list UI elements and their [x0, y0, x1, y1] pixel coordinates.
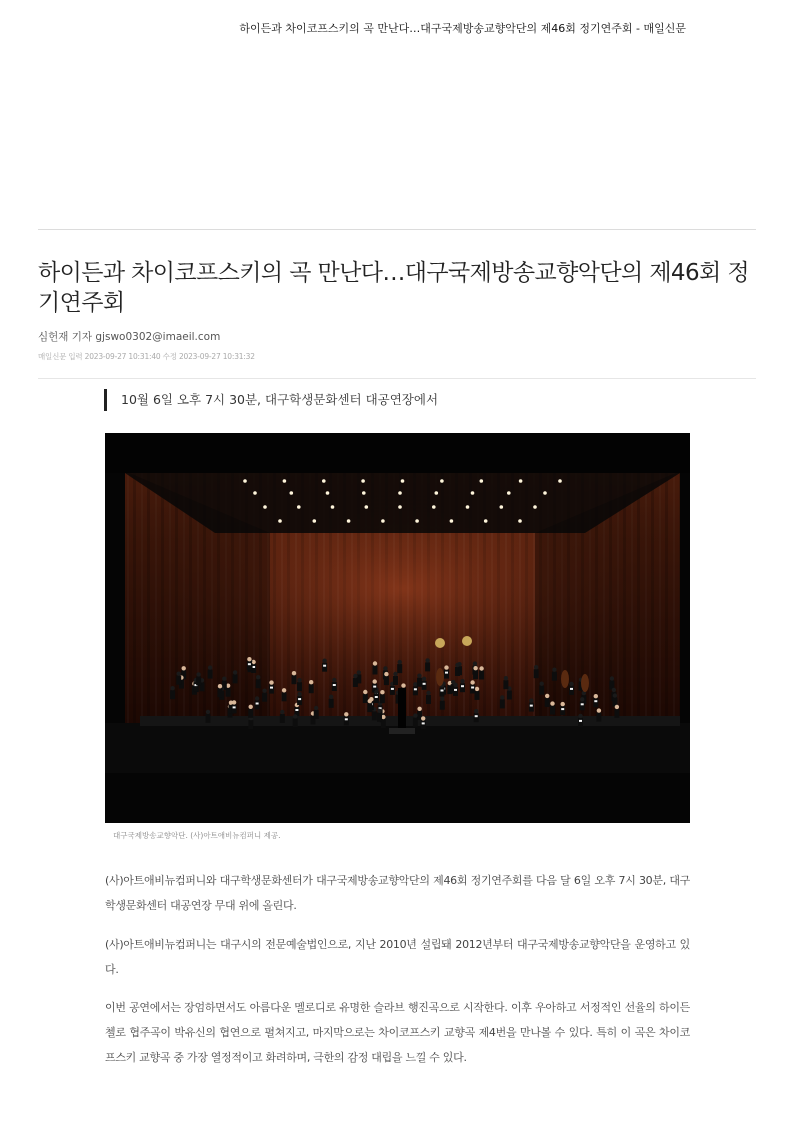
stage-light: [484, 519, 488, 523]
musician-silhouette: [380, 690, 385, 703]
stage-light: [507, 491, 511, 495]
musician-silhouette: [384, 672, 389, 685]
musician-silhouette: [363, 690, 368, 703]
stage-light: [450, 519, 454, 523]
musician-silhouette: [255, 696, 260, 709]
musician-silhouette: [470, 680, 475, 693]
musician-silhouette: [550, 701, 555, 714]
musician-silhouette: [560, 702, 565, 715]
musician-silhouette: [282, 688, 287, 701]
musician-silhouette: [297, 678, 302, 691]
stage-light: [290, 491, 294, 495]
stage-light: [518, 519, 522, 523]
musician-silhouette: [609, 676, 614, 689]
musician-silhouette: [393, 672, 398, 685]
musician-silhouette: [233, 670, 238, 683]
stage-light: [398, 505, 402, 509]
musician-silhouette: [596, 708, 601, 721]
stage-light: [500, 505, 504, 509]
stage-light: [432, 505, 436, 509]
musician-silhouette: [332, 678, 337, 691]
article-paragraph: (사)아트애비뉴컴퍼니는 대구시의 전문예술법인으로, 지난 2010년 설립돼 2012년부터 대구국제방송교향악단을 운영하고 있다.: [105, 938, 690, 976]
musician-silhouette: [208, 665, 213, 678]
musician-silhouette: [578, 714, 583, 727]
musician-silhouette: [453, 683, 458, 696]
musician-silhouette: [377, 709, 382, 722]
musician-silhouette: [417, 674, 422, 687]
musician-silhouette: [444, 665, 449, 678]
musician-silhouette: [314, 706, 319, 719]
musician-silhouette: [329, 695, 334, 708]
stage-light: [347, 519, 351, 523]
stage-light: [253, 491, 257, 495]
browser-page-header: 하이든과 차이코프스키의 곡 만난다…대구국제방송교향악단의 제46회 정기연주회 - 매일신문: [239, 22, 686, 35]
stage-light: [381, 519, 385, 523]
stage-light: [326, 491, 330, 495]
stage-light: [297, 505, 301, 509]
musician-silhouette: [455, 663, 460, 676]
stage-light: [435, 491, 439, 495]
stage-light: [398, 491, 402, 495]
stage-light: [471, 491, 475, 495]
musician-silhouette: [580, 697, 585, 710]
musician-silhouette: [479, 666, 484, 679]
article-photo[interactable]: [105, 433, 690, 823]
musician-silhouette: [426, 691, 431, 704]
musician-silhouette: [309, 680, 314, 693]
musician-silhouette: [569, 682, 574, 695]
musician-silhouette: [460, 679, 465, 692]
musician-silhouette: [534, 665, 539, 678]
musician-silhouette: [421, 716, 426, 729]
musician-silhouette: [397, 660, 402, 673]
musician-silhouette: [474, 709, 479, 722]
photo-caption: 대구국제방송교향악단. (사)아트애비뉴컴퍼니 제공.: [113, 831, 281, 840]
musician-silhouette: [552, 668, 557, 681]
musician-silhouette: [232, 700, 237, 713]
musician-silhouette: [539, 682, 544, 695]
musician-silhouette: [176, 672, 181, 685]
conductor-silhouette: [398, 688, 406, 730]
musician-silhouette: [262, 689, 267, 702]
musician-silhouette: [422, 677, 427, 690]
musician-silhouette: [614, 705, 619, 718]
article-title: 하이든과 차이코프스키의 곡 만난다…대구국제방송교향악단의 제46회 정기연주회: [38, 260, 749, 316]
cello-silhouette: [561, 670, 569, 688]
stage-light: [283, 479, 287, 483]
stage-light: [322, 479, 326, 483]
orchestra-photo: [105, 433, 690, 823]
musician-silhouette: [218, 684, 223, 697]
tuba-bell: [462, 636, 472, 646]
article-paragraph: (사)아트애비뉴컴퍼니와 대구학생문화센터가 대구국제방송교향악단의 제46회 정기연주회를 다음 달 6일 오후 7시 30분, 대구학생문화센터 대공연장 무대 위에 올린다.: [105, 874, 690, 912]
musician-silhouette: [322, 659, 327, 672]
article-byline[interactable]: 심헌재 기자 gjswo0302@imaeil.com: [38, 331, 221, 343]
top-divider: [38, 229, 756, 230]
musician-silhouette: [269, 680, 274, 693]
musician-silhouette: [425, 658, 430, 671]
tuba-bell: [435, 638, 445, 648]
stage-light: [361, 479, 365, 483]
musician-silhouette: [545, 694, 550, 707]
musician-silhouette: [529, 698, 534, 711]
musician-silhouette: [612, 693, 617, 706]
musician-silhouette: [353, 674, 358, 687]
stage-light: [362, 491, 366, 495]
musician-silhouette: [297, 692, 302, 705]
musician-silhouette: [292, 671, 297, 684]
stage-light: [401, 479, 405, 483]
cello-silhouette: [581, 674, 589, 692]
musician-silhouette: [473, 666, 478, 679]
musician-silhouette: [256, 675, 261, 688]
musician-silhouette: [293, 714, 298, 727]
podium: [389, 728, 415, 734]
stage-light: [365, 505, 369, 509]
stage-light: [415, 519, 419, 523]
stage-light: [243, 479, 247, 483]
musician-silhouette: [593, 694, 598, 707]
stage-light: [466, 505, 470, 509]
musician-silhouette: [413, 713, 418, 726]
musician-silhouette: [500, 695, 505, 708]
stage-light: [519, 479, 523, 483]
musician-silhouette: [280, 710, 285, 723]
musician-silhouette: [373, 661, 378, 674]
musician-silhouette: [344, 712, 349, 725]
stage-light: [440, 479, 444, 483]
musician-silhouette: [248, 716, 253, 729]
article-paragraph: 이번 공연에서는 장엄하면서도 아름다운 멜로디로 유명한 슬라브 행진곡으로 시작한다. 이후 우아하고 서정적인 선율의 하이든 첼로 협주곡이 박유신의 협연으로 펼쳐지고, 마지막으로는 차이코프스키 교향곡 제4번을 만나볼 수 있다. 특히 이 곡은 차이코프스키 교향곡 중 가장 열정적이고 화려하며, 극한의 감정 대립을 느낄 수 있다.: [105, 1001, 690, 1064]
musician-silhouette: [374, 690, 379, 703]
musician-silhouette: [475, 687, 480, 700]
musician-silhouette: [170, 686, 175, 699]
musician-silhouette: [503, 676, 508, 689]
stage-light: [480, 479, 484, 483]
stage-light: [543, 491, 547, 495]
stage-light: [533, 505, 537, 509]
stage-light: [278, 519, 282, 523]
article-dates: 매일신문 입력 2023-09-27 10:31:40 수정 2023-09-27 10:31:32: [38, 352, 255, 361]
cello-silhouette: [436, 668, 444, 686]
musician-silhouette: [367, 699, 372, 712]
musician-silhouette: [206, 710, 211, 723]
stage-light: [558, 479, 562, 483]
stage-light: [263, 505, 267, 509]
musician-silhouette: [248, 705, 253, 718]
stage-light: [313, 519, 317, 523]
stage-light: [331, 505, 335, 509]
musician-silhouette: [196, 672, 201, 685]
musician-silhouette: [440, 697, 445, 710]
musician-silhouette: [247, 657, 252, 670]
header-divider: [38, 378, 756, 379]
article-subheading: 10월 6일 오후 7시 30분, 대구학생문화센터 대공연장에서: [104, 389, 438, 411]
